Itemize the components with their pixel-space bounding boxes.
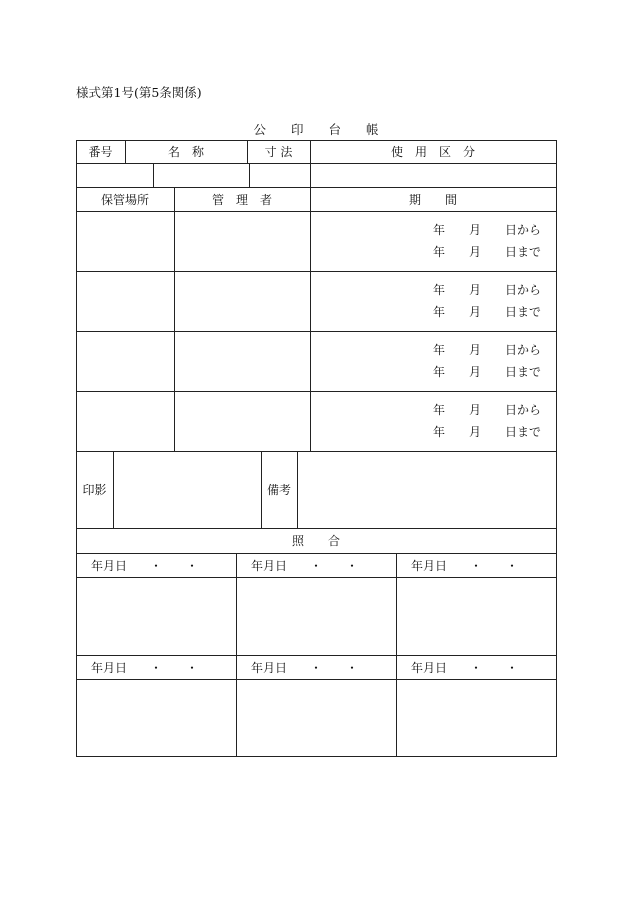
date-dot: ・ (506, 559, 519, 573)
ledger-title: 公 印 台 帳 (253, 122, 379, 137)
period-to-year: 年 (433, 305, 446, 319)
verification-date-label: 年月日 (411, 559, 448, 573)
period-from-day: 日から (505, 283, 542, 297)
subheader-storage: 保管場所 (100, 193, 149, 207)
verification-title: 照 合 (291, 534, 340, 548)
period-from-year: 年 (433, 223, 446, 237)
period-to-month: 月 (469, 365, 482, 379)
period-from-year: 年 (433, 343, 446, 357)
date-dot: ・ (310, 661, 323, 675)
header-usage: 使 用 区 分 (390, 145, 475, 159)
period-from-day: 日から (505, 343, 542, 357)
date-dot: ・ (470, 559, 483, 573)
remarks-label: 備考 (266, 483, 291, 497)
date-dot: ・ (470, 661, 483, 675)
period-from-day: 日から (505, 403, 542, 417)
seal-impression-label: 印影 (82, 483, 107, 497)
period-to-month: 月 (469, 305, 482, 319)
subheader-manager: 管 理 者 (211, 193, 272, 207)
verification-date-label: 年月日 (411, 661, 448, 675)
subheader-period: 期 間 (408, 193, 457, 207)
form-id: 様式第1号(第5条関係) (76, 85, 202, 100)
period-to-year: 年 (433, 365, 446, 379)
date-dot: ・ (186, 661, 199, 675)
date-dot: ・ (150, 559, 163, 573)
verification-date-label: 年月日 (91, 661, 128, 675)
verification-date-label: 年月日 (91, 559, 128, 573)
period-to-month: 月 (469, 425, 482, 439)
date-dot: ・ (310, 559, 323, 573)
period-to-year: 年 (433, 425, 446, 439)
period-to-day: 日まで (505, 425, 542, 439)
verification-date-label: 年月日 (251, 661, 288, 675)
date-dot: ・ (346, 559, 359, 573)
period-to-month: 月 (469, 245, 482, 259)
period-from-year: 年 (433, 403, 446, 417)
period-from-month: 月 (469, 403, 482, 417)
period-from-day: 日から (505, 223, 542, 237)
period-to-day: 日まで (505, 245, 542, 259)
header-size: 寸 法 (264, 145, 293, 159)
date-dot: ・ (506, 661, 519, 675)
date-dot: ・ (186, 559, 199, 573)
period-from-month: 月 (469, 343, 482, 357)
verification-date-label: 年月日 (251, 559, 288, 573)
period-from-month: 月 (469, 283, 482, 297)
header-name: 名 称 (167, 145, 204, 159)
period-to-day: 日まで (505, 305, 542, 319)
date-dot: ・ (150, 661, 163, 675)
period-to-day: 日まで (505, 365, 542, 379)
period-from-year: 年 (433, 283, 446, 297)
period-to-year: 年 (433, 245, 446, 259)
period-from-month: 月 (469, 223, 482, 237)
date-dot: ・ (346, 661, 359, 675)
header-number: 番号 (88, 145, 113, 159)
